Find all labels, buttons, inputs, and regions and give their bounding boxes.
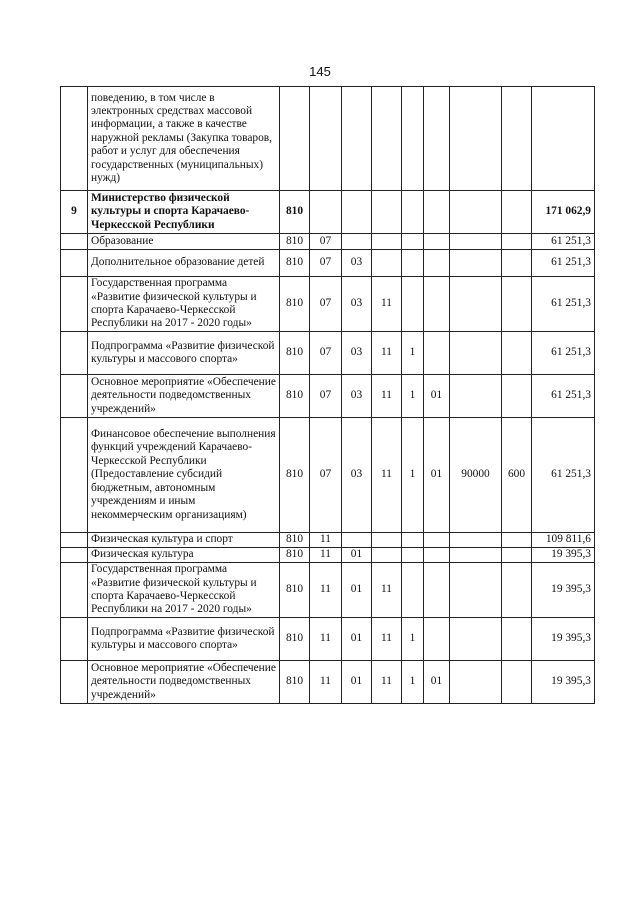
ministry-code: 810	[280, 375, 310, 418]
program-code	[372, 191, 402, 234]
section-code: 11	[310, 618, 342, 661]
row-description: Финансовое обеспечение выполнения функций учреждений Карачаево-Черкесской Республики (Предоставление субсидий бюджетным, автономным учреждениям и иным некоммерческим организациям)	[88, 418, 280, 533]
row-number	[61, 375, 88, 418]
section-code: 11	[310, 563, 342, 618]
program-code: 11	[372, 618, 402, 661]
program-code	[372, 234, 402, 250]
subsection-code	[342, 234, 372, 250]
expense-type-code	[502, 563, 532, 618]
program-code: 11	[372, 418, 402, 533]
table-row	[61, 661, 595, 704]
table-row	[61, 250, 595, 277]
measure-code	[424, 332, 450, 375]
expense-type-code	[502, 661, 532, 704]
direction-code	[450, 533, 502, 548]
measure-code	[424, 87, 450, 191]
subsection-code	[342, 87, 372, 191]
subprogram-code: 1	[402, 661, 424, 704]
subprogram-code	[402, 548, 424, 563]
table-row	[61, 563, 595, 618]
ministry-code: 810	[280, 618, 310, 661]
table-row	[61, 234, 595, 250]
measure-code	[424, 548, 450, 563]
row-description: Подпрограмма «Развитие физической культуры и массового спорта»	[88, 618, 280, 661]
ministry-code: 810	[280, 548, 310, 563]
subprogram-code: 1	[402, 418, 424, 533]
program-code: 11	[372, 375, 402, 418]
subprogram-code	[402, 234, 424, 250]
section-code	[310, 87, 342, 191]
program-code: 11	[372, 277, 402, 332]
row-number	[61, 418, 88, 533]
ministry-code: 810	[280, 563, 310, 618]
row-description: Подпрограмма «Развитие физической культуры и массового спорта»	[88, 332, 280, 375]
direction-code	[450, 618, 502, 661]
subsection-code: 03	[342, 277, 372, 332]
subprogram-code: 1	[402, 618, 424, 661]
row-amount: 19 395,3	[532, 661, 595, 704]
ministry-code: 810	[280, 332, 310, 375]
row-number	[61, 332, 88, 375]
expense-type-code	[502, 87, 532, 191]
ministry-code	[280, 87, 310, 191]
section-code: 07	[310, 250, 342, 277]
ministry-code: 810	[280, 661, 310, 704]
ministry-code: 810	[280, 533, 310, 548]
ministry-code: 810	[280, 250, 310, 277]
table-row	[61, 618, 595, 661]
row-number	[61, 618, 88, 661]
program-code: 11	[372, 332, 402, 375]
table-row	[61, 277, 595, 332]
row-description: Дополнительное образование детей	[88, 250, 280, 277]
expense-type-code	[502, 618, 532, 661]
section-code: 11	[310, 548, 342, 563]
section-code: 07	[310, 234, 342, 250]
program-code	[372, 250, 402, 277]
row-amount: 61 251,3	[532, 277, 595, 332]
subsection-code: 01	[342, 661, 372, 704]
row-number	[61, 277, 88, 332]
program-code: 11	[372, 563, 402, 618]
row-description: Физическая культура	[88, 548, 280, 563]
direction-code	[450, 548, 502, 563]
row-amount: 19 395,3	[532, 563, 595, 618]
subsection-code: 03	[342, 418, 372, 533]
expense-type-code	[502, 250, 532, 277]
ministry-code: 810	[280, 418, 310, 533]
row-amount: 171 062,9	[532, 191, 595, 234]
expense-type-code: 600	[502, 418, 532, 533]
direction-code	[450, 250, 502, 277]
row-description: Министерство физической культуры и спорта Карачаево-Черкесской Республики	[88, 191, 280, 234]
section-code: 07	[310, 332, 342, 375]
row-amount: 19 395,3	[532, 618, 595, 661]
table-row	[61, 418, 595, 533]
row-description: Образование	[88, 234, 280, 250]
measure-code: 01	[424, 418, 450, 533]
subsection-code: 01	[342, 618, 372, 661]
row-amount: 61 251,3	[532, 418, 595, 533]
subprogram-code: 1	[402, 375, 424, 418]
page-number: 145	[309, 64, 331, 79]
section-code	[310, 191, 342, 234]
table-row	[61, 533, 595, 548]
table-row	[61, 87, 595, 191]
measure-code	[424, 533, 450, 548]
measure-code	[424, 563, 450, 618]
direction-code	[450, 277, 502, 332]
row-description: Государственная программа «Развитие физической культуры и спорта Карачаево-Черкесской Республики на 2017 - 2020 годы»	[88, 563, 280, 618]
expense-type-code	[502, 548, 532, 563]
section-code: 11	[310, 533, 342, 548]
subsection-code: 01	[342, 548, 372, 563]
direction-code	[450, 332, 502, 375]
table-row	[61, 548, 595, 563]
measure-code	[424, 618, 450, 661]
direction-code	[450, 375, 502, 418]
subsection-code	[342, 533, 372, 548]
measure-code	[424, 250, 450, 277]
row-amount: 61 251,3	[532, 250, 595, 277]
program-code	[372, 548, 402, 563]
expense-type-code	[502, 277, 532, 332]
row-amount: 19 395,3	[532, 548, 595, 563]
subsection-code: 03	[342, 332, 372, 375]
row-amount: 61 251,3	[532, 234, 595, 250]
direction-code	[450, 191, 502, 234]
table-row	[61, 191, 595, 234]
direction-code	[450, 87, 502, 191]
direction-code	[450, 234, 502, 250]
subprogram-code	[402, 191, 424, 234]
table-row	[61, 332, 595, 375]
row-number: 9	[61, 191, 88, 234]
subsection-code: 03	[342, 375, 372, 418]
expense-type-code	[502, 234, 532, 250]
row-number	[61, 661, 88, 704]
direction-code	[450, 661, 502, 704]
measure-code: 01	[424, 375, 450, 418]
section-code: 07	[310, 375, 342, 418]
direction-code: 90000	[450, 418, 502, 533]
section-code: 11	[310, 661, 342, 704]
subprogram-code	[402, 87, 424, 191]
expense-type-code	[502, 533, 532, 548]
row-number	[61, 250, 88, 277]
budget-table	[60, 86, 595, 704]
subprogram-code	[402, 250, 424, 277]
subsection-code: 03	[342, 250, 372, 277]
row-number	[61, 533, 88, 548]
section-code: 07	[310, 277, 342, 332]
expense-type-code	[502, 191, 532, 234]
row-amount: 61 251,3	[532, 332, 595, 375]
measure-code	[424, 277, 450, 332]
measure-code: 01	[424, 661, 450, 704]
row-number	[61, 548, 88, 563]
subsection-code: 01	[342, 563, 372, 618]
row-description: Физическая культура и спорт	[88, 533, 280, 548]
row-number	[61, 87, 88, 191]
row-description: Основное мероприятие «Обеспечение деятельности подведомственных учреждений»	[88, 375, 280, 418]
program-code: 11	[372, 661, 402, 704]
ministry-code: 810	[280, 277, 310, 332]
subprogram-code	[402, 533, 424, 548]
expense-type-code	[502, 332, 532, 375]
ministry-code: 810	[280, 234, 310, 250]
program-code	[372, 533, 402, 548]
row-number	[61, 234, 88, 250]
row-amount: 109 811,6	[532, 533, 595, 548]
program-code	[372, 87, 402, 191]
row-description: поведению, в том числе в электронных средствах массовой информации, а также в качестве наружной рекламы (Закупка товаров, работ и услуг для обеспечения государственных (муниципальных) нужд)	[88, 87, 280, 191]
table-row	[61, 375, 595, 418]
section-code: 07	[310, 418, 342, 533]
subprogram-code	[402, 277, 424, 332]
subprogram-code: 1	[402, 332, 424, 375]
subprogram-code	[402, 563, 424, 618]
expense-type-code	[502, 375, 532, 418]
row-description: Основное мероприятие «Обеспечение деятельности подведомственных учреждений»	[88, 661, 280, 704]
row-number	[61, 563, 88, 618]
row-amount: 61 251,3	[532, 375, 595, 418]
measure-code	[424, 234, 450, 250]
subsection-code	[342, 191, 372, 234]
row-amount	[532, 87, 595, 191]
direction-code	[450, 563, 502, 618]
row-description: Государственная программа «Развитие физической культуры и спорта Карачаево-Черкесской Республики на 2017 - 2020 годы»	[88, 277, 280, 332]
measure-code	[424, 191, 450, 234]
ministry-code: 810	[280, 191, 310, 234]
